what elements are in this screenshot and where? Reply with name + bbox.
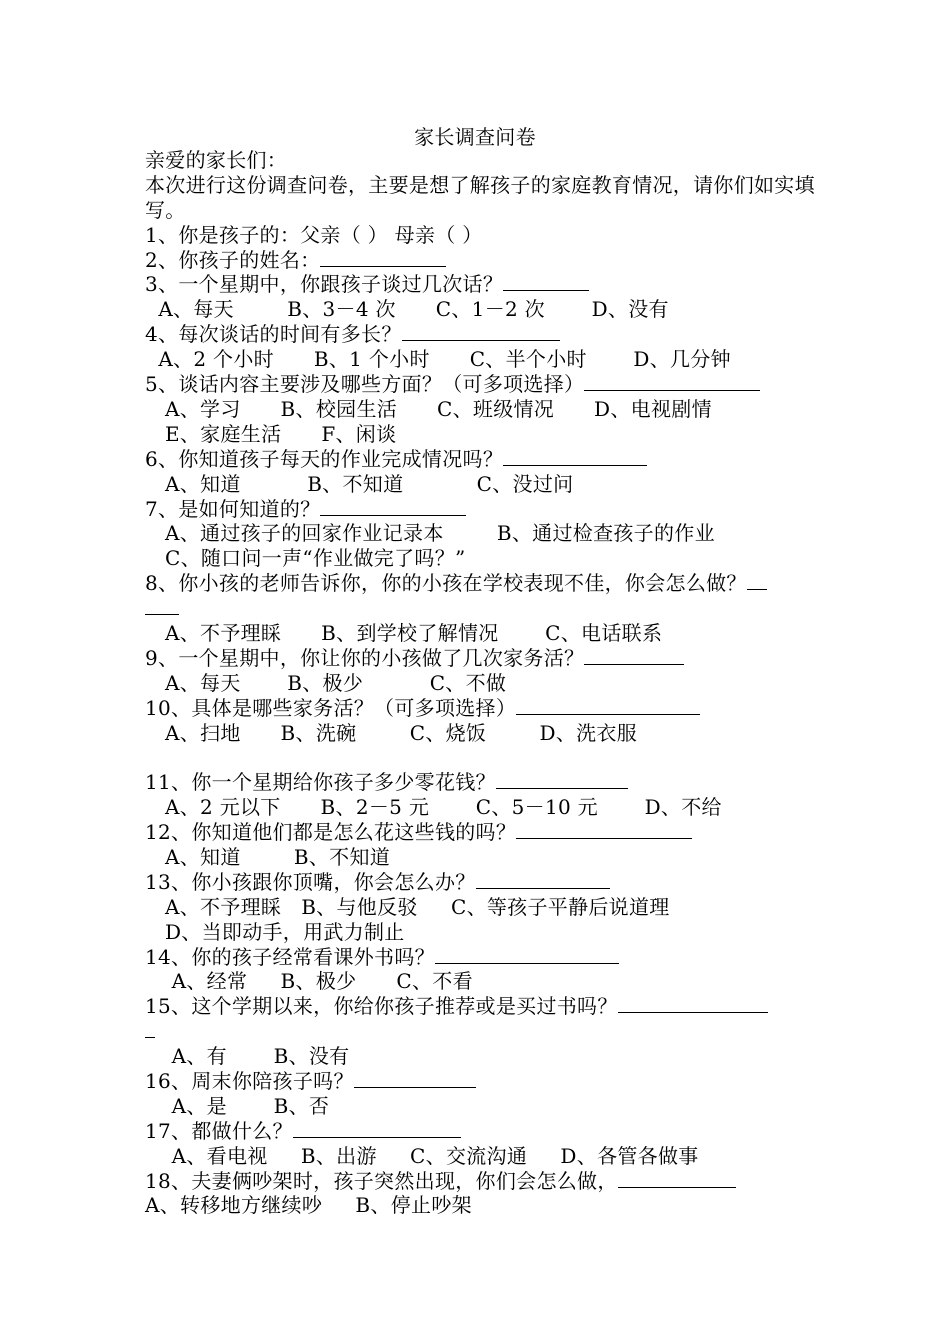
- question-4-answer-blank[interactable]: [402, 323, 560, 341]
- question-9-answer-blank[interactable]: [584, 647, 684, 665]
- question-18-answer-blank[interactable]: [618, 1170, 736, 1188]
- question-7-options: A、通过孩子的回家作业记录本 B、通过检查孩子的作业: [145, 521, 715, 546]
- question-12-options: A、知道 B、不知道: [145, 844, 391, 869]
- question-6-text: 6、你知道孩子每天的作业完成情况吗？: [145, 446, 504, 471]
- question-9-options: A、每天 B、极少 C、不做: [145, 670, 507, 695]
- question-8-text: 8、你小孩的老师告诉你，你的小孩在学校表现不佳，你会怎么做？: [145, 571, 747, 596]
- question-12-text: 12、你知道他们都是怎么花这些钱的吗？: [145, 820, 517, 845]
- question-13-answer-blank[interactable]: [476, 871, 610, 889]
- question-4-text: 4、每次谈话的时间有多长？: [145, 322, 402, 347]
- question-1-text: 1、你是孩子的：父亲（ ） 母亲（ ）: [145, 222, 483, 247]
- question-15: [145, 994, 815, 1019]
- question-2-answer-blank[interactable]: [320, 249, 446, 267]
- blank-line: [145, 745, 815, 770]
- question-14-options: A、经常 B、极少 C、不看: [145, 969, 473, 994]
- question-15-options: A、有 B、没有: [145, 1044, 350, 1069]
- question-6: [145, 447, 815, 472]
- question-9: [145, 646, 815, 671]
- question-5-options-2: E、家庭生活 F、闲谈: [145, 421, 397, 446]
- greeting: 亲爱的家长们：: [145, 148, 288, 172]
- question-10-options: A、扫地 B、洗碗 C、烧饭 D、洗衣服: [145, 720, 638, 745]
- question-4-options: A、2 个小时 B、1 个小时 C、半个小时 D、几分钟: [145, 347, 731, 372]
- question-7-text: 7、是如何知道的？: [145, 496, 321, 521]
- question-17-text: 17、都做什么？: [145, 1118, 293, 1143]
- question-3: [145, 272, 815, 297]
- question-10-answer-blank[interactable]: [516, 697, 700, 715]
- question-11-text: 11、你一个星期给你孩子多少零花钱？: [145, 770, 496, 795]
- question-12-answer-blank[interactable]: [516, 821, 692, 839]
- question-12: [145, 820, 815, 845]
- question-6-answer-blank[interactable]: [503, 448, 647, 466]
- question-3-options: A、每天 B、3－4 次 C、1－2 次 D、没有: [145, 297, 669, 322]
- question-16: [145, 1069, 815, 1094]
- intro-text: 本次进行这份调查问卷，主要是想了解孩子的家庭教育情况，请你们如实填写。: [145, 172, 815, 222]
- survey-body: [145, 148, 815, 1218]
- question-7: [145, 497, 815, 522]
- question-7-answer-blank[interactable]: [320, 498, 466, 516]
- question-11-answer-blank[interactable]: [496, 771, 628, 789]
- question-8-answer-blank[interactable]: [747, 572, 767, 590]
- question-3-answer-blank[interactable]: [503, 273, 589, 291]
- question-15-text: 15、这个学期以来，你给你孩子推荐或是买过书吗？: [145, 994, 618, 1019]
- question-8-answer-blank-continued[interactable]: [145, 597, 179, 615]
- question-8-blank-continued: [145, 596, 815, 621]
- survey-title: 家长调查问卷: [414, 125, 536, 149]
- question-18-options: A、转移地方继续吵 B、停止吵架: [145, 1193, 472, 1218]
- question-16-text: 16、周末你陪孩子吗？: [145, 1068, 354, 1093]
- question-1: [145, 223, 815, 248]
- question-16-answer-blank[interactable]: [354, 1070, 476, 1088]
- question-10: [145, 696, 815, 721]
- question-15-blank-continued: [145, 1019, 815, 1044]
- question-2-text: 2、你孩子的姓名：: [145, 247, 321, 272]
- question-13-options: A、不予理睬 B、与他反驳 C、等孩子平静后说道理: [145, 894, 670, 919]
- question-5: [145, 372, 815, 397]
- question-2: [145, 248, 815, 273]
- question-5-answer-blank[interactable]: [584, 373, 760, 391]
- question-5-text: 5、谈话内容主要涉及哪些方面？（可多项选择）: [145, 372, 585, 397]
- question-18: [145, 1169, 815, 1194]
- question-17: [145, 1119, 815, 1144]
- question-11-options: A、2 元以下 B、2－5 元 C、5－10 元 D、不给: [145, 795, 722, 820]
- question-14-answer-blank[interactable]: [435, 946, 619, 964]
- question-10-text: 10、具体是哪些家务活？（可多项选择）: [145, 695, 517, 720]
- question-14: [145, 945, 815, 970]
- question-6-options: A、知道 B、不知道 C、没过问: [145, 471, 574, 496]
- question-11: [145, 770, 815, 795]
- question-13-text: 13、你小孩跟你顶嘴，你会怎么办？: [145, 869, 476, 894]
- question-4: [145, 322, 815, 347]
- question-9-text: 9、一个星期中，你让你的小孩做了几次家务活？: [145, 645, 585, 670]
- question-8-options: A、不予理睬 B、到学校了解情况 C、电话联系: [145, 620, 663, 645]
- question-8: [145, 571, 815, 596]
- question-15-answer-blank-continued[interactable]: [145, 1020, 155, 1038]
- question-17-answer-blank[interactable]: [293, 1120, 461, 1138]
- question-13: [145, 870, 815, 895]
- question-3-text: 3、一个星期中，你跟孩子谈过几次话？: [145, 272, 504, 297]
- question-7-options-2: C、随口问一声“作业做完了吗？”: [145, 546, 466, 571]
- question-18-text: 18、夫妻俩吵架时，孩子突然出现，你们会怎么做，: [145, 1168, 618, 1193]
- question-16-options: A、是 B、否: [145, 1093, 330, 1118]
- question-14-text: 14、你的孩子经常看课外书吗？: [145, 944, 435, 969]
- question-13-options-2: D、当即动手，用武力制止: [145, 919, 405, 944]
- question-15-answer-blank[interactable]: [618, 995, 768, 1013]
- question-17-options: A、看电视 B、出游 C、交流沟通 D、各管各做事: [145, 1143, 699, 1168]
- question-5-options: A、学习 B、校园生活 C、班级情况 D、电视剧情: [145, 396, 712, 421]
